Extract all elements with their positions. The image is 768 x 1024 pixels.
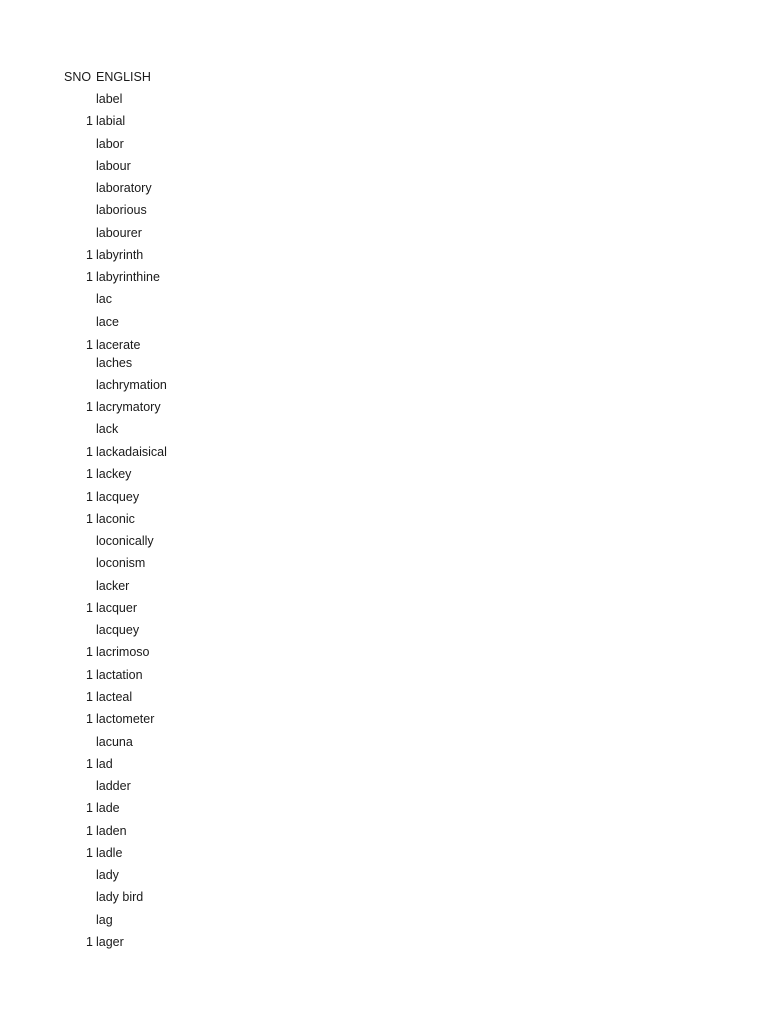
table-row [0,534,400,550]
table-row [0,846,400,862]
english-word-cell: lacker [96,579,130,593]
table-row [0,422,400,438]
sno-cell: 1 [86,467,93,481]
english-word-cell: lack [96,422,119,436]
english-word-cell: labyrinthine [96,270,160,284]
english-word-cell: lackadaisical [96,445,167,459]
english-word-cell: labour [96,159,131,173]
sno-cell: 1 [86,690,93,704]
table-row [0,292,400,308]
table-row [0,935,400,951]
english-word-cell: laboratory [96,181,152,195]
english-word-cell: lacrimoso [96,645,150,659]
sno-cell: 1 [86,935,93,949]
sno-cell: 1 [86,445,93,459]
table-row [0,712,400,728]
table-row [0,645,400,661]
table-row [0,248,400,264]
english-word-cell: loconically [96,534,154,548]
english-word-cell: lacteal [96,690,133,704]
table-row [0,137,400,153]
table-row [0,601,400,617]
table-row [0,114,400,130]
english-word-cell: laches [96,356,133,370]
header-english: ENGLISH [96,70,151,84]
sno-cell: 1 [86,400,93,414]
english-word-cell: lad [96,757,113,771]
english-word-cell: lactometer [96,712,155,726]
table-row [0,270,400,286]
table-row [0,467,400,483]
english-word-cell: lackey [96,467,132,481]
sno-cell: 1 [86,490,93,504]
table-row [0,668,400,684]
english-word-cell: ladle [96,846,123,860]
english-word-cell: label [96,92,123,106]
table-row [0,159,400,175]
english-word-cell: lacquey [96,490,140,504]
english-word-cell: labial [96,114,126,128]
english-word-cell: lactation [96,668,143,682]
sno-cell: 1 [86,114,93,128]
table-row [0,556,400,572]
table-row [0,801,400,817]
table-row [0,757,400,773]
english-word-cell: loconism [96,556,146,570]
table-row [0,445,400,461]
english-word-cell: lade [96,801,120,815]
sno-cell: 1 [86,645,93,659]
table-row [0,356,400,372]
english-word-cell: lacquey [96,623,140,637]
english-word-cell: lacuna [96,735,133,749]
sno-cell: 1 [86,712,93,726]
english-word-cell: labor [96,137,124,151]
table-row [0,400,400,416]
english-word-cell: lac [96,292,112,306]
english-word-cell: lag [96,913,113,927]
table-row [0,913,400,929]
table-row [0,338,400,354]
english-word-cell: lady [96,868,119,882]
sno-cell: 1 [86,757,93,771]
header-sno: SNO [64,70,92,84]
english-word-cell: laconic [96,512,135,526]
english-word-cell: laden [96,824,127,838]
table-row [0,490,400,506]
table-row [0,824,400,840]
table-row [0,779,400,795]
table-row [0,868,400,884]
english-word-cell: lady bird [96,890,144,904]
sno-cell: 1 [86,846,93,860]
table-row [0,226,400,242]
sno-cell: 1 [86,801,93,815]
english-word-cell: laborious [96,203,147,217]
english-word-cell: lacrymatory [96,400,161,414]
sno-cell: 1 [86,270,93,284]
sno-cell: 1 [86,338,93,352]
table-row [0,181,400,197]
sno-cell: 1 [86,512,93,526]
english-word-cell: lace [96,315,119,329]
table-row [0,315,400,331]
table-row [0,690,400,706]
table-row [0,579,400,595]
english-word-cell: labyrinth [96,248,144,262]
table-row [0,92,400,108]
table-row [0,890,400,906]
sno-cell: 1 [86,824,93,838]
sno-cell: 1 [86,668,93,682]
sno-cell: 1 [86,248,93,262]
english-word-cell: lager [96,935,124,949]
english-word-cell: labourer [96,226,142,240]
english-word-cell: ladder [96,779,131,793]
table-row [0,203,400,219]
table-row [0,378,400,394]
english-word-cell: lachrymation [96,378,167,392]
english-word-cell: lacquer [96,601,137,615]
sno-cell: 1 [86,601,93,615]
table-row [0,512,400,528]
table-row [0,735,400,751]
table-row [0,623,400,639]
english-word-cell: lacerate [96,338,141,352]
